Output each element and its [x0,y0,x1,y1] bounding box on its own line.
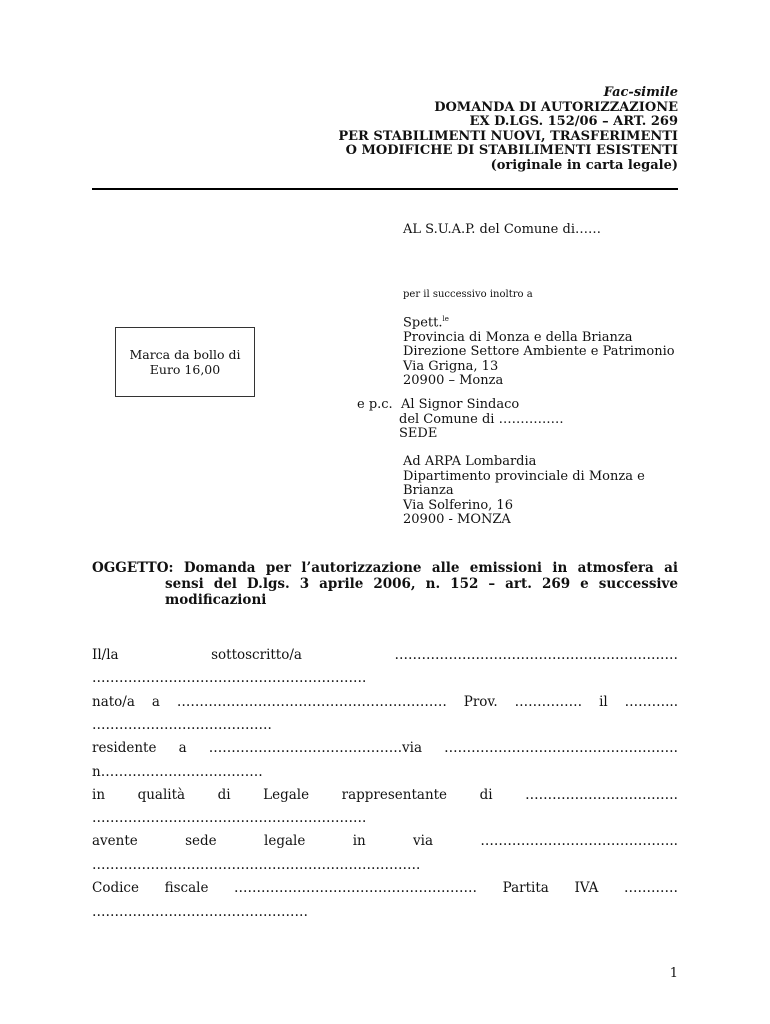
blank-field[interactable]: ………………………………………………………………. [92,857,421,873]
field-label: sottoscritto/a [211,647,302,663]
header-line: O MODIFICHE DI STABILIMENTI ESISTENTI [345,143,678,158]
field-label: via [413,833,434,849]
sindaco-address [399,398,564,442]
blank-field[interactable]: ……………………………………………… [234,880,478,896]
field-label: fiscale [164,880,209,896]
address-line: 20900 – Monza [403,373,504,389]
blank-field[interactable]: ……………………………………………………. [92,670,367,686]
spett-line [403,312,675,331]
blank-field[interactable]: ………… [624,880,678,896]
field-label: il [599,694,608,710]
blank-field[interactable]: ………... [624,694,678,710]
field-label: di [217,787,231,803]
field-label: qualità [137,787,186,803]
page-number: 1 [669,966,678,981]
field-label: di [479,787,493,803]
header-line: PER STABILIMENTI NUOVI, TRASFERIMENTI [338,128,678,144]
field-label: Partita [502,880,549,896]
form-row-residence [92,740,678,756]
spett-label: Spett. [403,315,443,331]
address-line: Provincia di Monza e della Brianza [403,329,633,345]
subject-text: modificazioni [165,592,267,608]
address-line: Via Grigna, 13 [403,358,499,374]
document-header [338,86,678,173]
field-label: IVA [574,880,599,896]
blank-field[interactable]: ……………………………………………………. [92,810,367,826]
subject-label: OGGETTO: [92,560,174,576]
header-line: (originale in carta legale) [490,157,678,173]
blank-field[interactable]: …………………………………….. [480,833,678,849]
field-label: residente [92,740,157,756]
stamp-line: Marca da bollo di [129,347,241,362]
subject-block [92,560,678,608]
header-line: DOMANDA DI AUTORIZZAZIONE [434,99,678,115]
subject-first-line [92,560,678,576]
provincia-address [403,312,675,389]
field-label: rappresentante [341,787,448,803]
field-label: nato/a [92,694,135,710]
blank-field[interactable]: …………………………………………………… [176,694,447,710]
revenue-stamp-box [115,327,255,397]
field-label: in [92,787,106,803]
field-label: avente [92,833,138,849]
address-line: Direzione Settore Ambiente e Patrimonio [403,344,675,360]
blank-field[interactable]: …………………………………. [92,717,272,733]
field-label: in [352,833,366,849]
subject-text: sensi del D.lgs. 3 aprile 2006, n. 152 – art. 269 e successive [165,576,678,592]
field-label: a [178,740,187,756]
address-line: Al Signor Sindaco [401,397,520,412]
field-label: sede [185,833,217,849]
blank-field[interactable]: ……………………………………………. [444,740,678,756]
form-row-representative [92,787,678,803]
header-line: EX D.LGS. 152/06 – ART. 269 [469,114,678,129]
header-divider [92,188,678,190]
field-label: Legale [263,787,310,803]
field-label: a [151,694,160,710]
address-line: Dipartimento provinciale di Monza e [403,468,645,484]
blank-field[interactable]: n……………………………… [92,764,263,780]
form-row-tax-codes [92,880,678,896]
blank-field[interactable]: …………… [514,694,583,710]
form-row-birth [92,694,678,710]
address-line: del Comune di …………… [399,411,564,427]
form-row-legal-seat [92,833,678,849]
forwarding-note: per il successivo inoltro a [403,289,533,300]
epc-prefix: e p.c. [357,397,393,412]
stamp-line: Euro 16,00 [149,362,221,377]
address-line: SEDE [399,426,438,441]
address-line: Ad ARPA Lombardia [403,454,537,469]
field-label: Codice [92,880,139,896]
blank-field[interactable]: ……………………………………………………… [394,647,678,663]
arpa-address [403,455,645,528]
field-label: Prov. [463,694,498,710]
form-row-name [92,647,678,663]
field-label: legale [264,833,306,849]
facsimile-label: Fac-simile [603,85,678,100]
blank-field[interactable]: ………………………………………… [92,904,308,920]
field-label: Il/la [92,647,119,663]
blank-field[interactable]: …………………………………….via [208,740,423,756]
spett-superscript: le [442,315,449,323]
address-line: Brianza [403,483,454,498]
suap-addressee: AL S.U.A.P. del Comune di…… [403,222,601,237]
address-line: 20900 - MONZA [403,512,511,527]
subject-text: Domanda per l’autorizzazione alle emissioni in atmosfera ai [183,560,679,576]
address-line: Via Solferino, 16 [403,497,513,513]
blank-field[interactable]: ……………………………. [525,787,678,803]
